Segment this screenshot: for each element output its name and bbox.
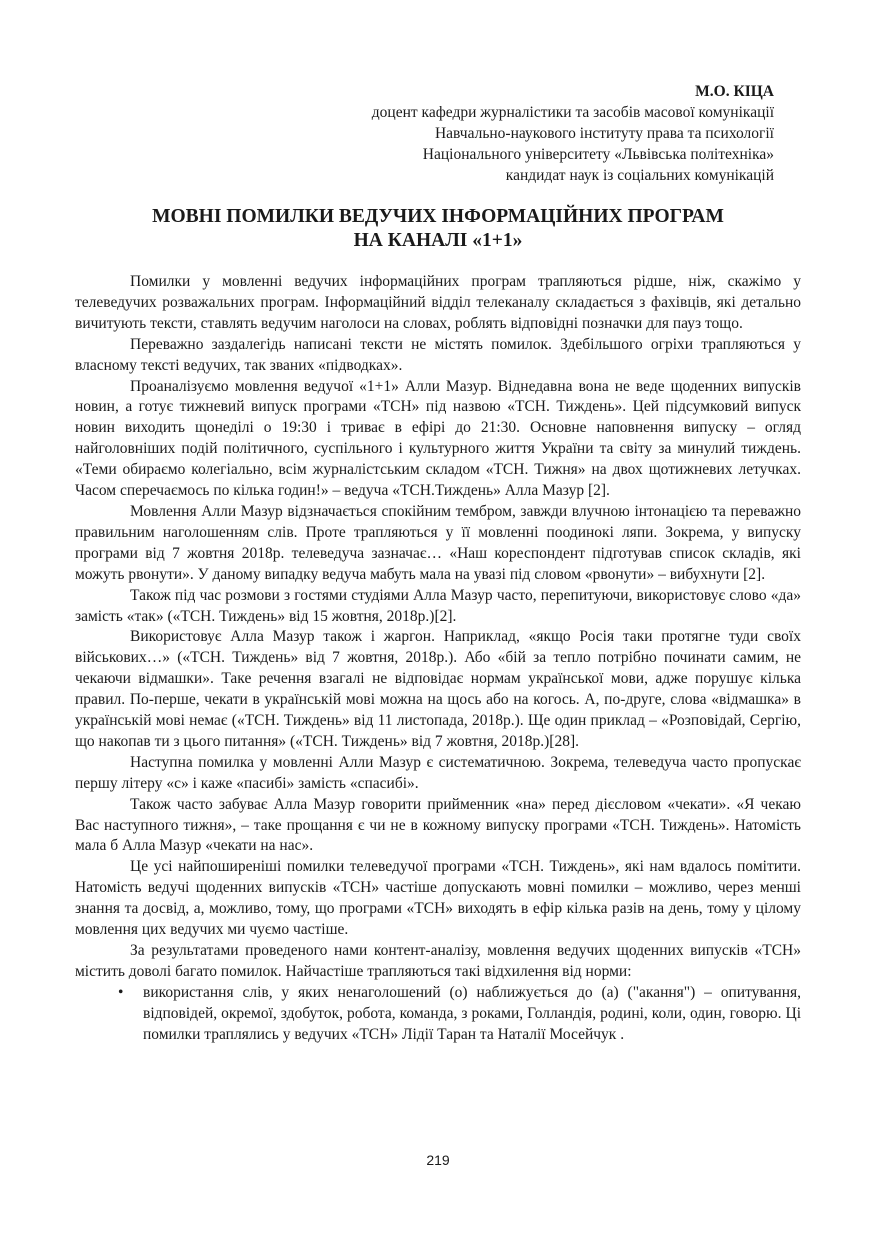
author-affiliation-line: кандидат наук із соціальних комунікацій <box>505 167 774 184</box>
title-line: МОВНІ ПОМИЛКИ ВЕДУЧИХ ІНФОРМАЦІЙНИХ ПРОГРАМ <box>152 206 724 227</box>
author-name: М.О. КІЦА <box>695 83 774 100</box>
bullet-list-item <box>118 983 801 1046</box>
paragraph: Мовлення Алли Мазур відзначається спокійним тембром, завжди влучною інтонацією та переважно правильним наголошенням слів. Проте трапляються у її мовленні поодинокі ляпи. Зокрема, у випуску програми від 7 жовтня 2018р. телеведуча зазначає… «Наш кореспондент підготував список складів, які можуть рвонути». У даному випадку ведуча мабуть мала на увазі під словом «рвонути» – вибухнути [2]. <box>75 502 801 583</box>
bullet-text: використання слів, у яких ненаголошений (о) наближується до (а) ("акання") – опитування, відповідей, окремої, здобуток, робота, команда, з роками, Голландія, родині, коли, один, говорю. Ці помилки траплялись у ведучих «ТСН» Лідії Таран та Наталії Мосейчук . <box>143 983 801 1043</box>
title-line: НА КАНАЛІ «1+1» <box>353 230 523 251</box>
paragraph: Також під час розмови з гостями студіями Алла Мазур часто, перепитуючи, використовує слово «да» замість «так» («ТСН. Тиждень» від 15 жовтня, 2018р.)[2]. <box>75 586 801 625</box>
bullet-icon: • <box>118 983 124 1001</box>
paragraph: Також часто забуває Алла Мазур говорити прийменник «на» перед дієсловом «чекати». «Я чекаю Вас наступного тижня», – таке прощання є чи не в кожному випуску програми «ТСН. Тиждень». Натомість мала б Алла Мазур «чекати на нас». <box>75 795 801 855</box>
author-block <box>372 81 774 186</box>
paragraph: Проаналізуємо мовлення ведучої «1+1» Алли Мазур. Віднедавна вона не веде щоденних випусків новин, а готує тижневий випуск програми «ТСН» під назвою «ТСН. Тиждень». Цей підсумковий випуск новин виходить щонеділі о 19:30 і триває в ефірі до 21:30. Основне наповнення випуску – огляд найголовніших подій політичного, суспільного і культурного життя України та світу за минулий тиждень. «Теми обираємо колегіально, всім журналістським складом «ТСН. Тижня» на двох щотижневих летучках. Часом сперечаємось по кілька годин!» – ведуча «ТСН.Тиждень» Алла Мазур [2]. <box>75 377 801 500</box>
article-title <box>0 205 876 253</box>
author-affiliation-line: Національного університету «Львівська політехніка» <box>422 146 774 163</box>
paragraph: За результатами проведеного нами контент-аналізу, мовлення ведучих щоденних випусків «ТСН» містить доволі багато помилок. Найчастіше трапляються такі відхилення від норми: <box>75 942 801 980</box>
article-body <box>75 272 801 1046</box>
paragraph: Переважно заздалегідь написані тексти не містять помилок. Здебільшого огріхи трапляються у власному тексті ведучих, так званих «підводках». <box>75 335 801 374</box>
paragraph: Використовує Алла Мазур також і жаргон. Наприклад, «якщо Росія таки протягне туди своїх військових…» («ТСН. Тиждень» від 7 жовтня, 2018р.). Або «бій за тепло потрібно починати самим, не чекаючи відмашки». Таке речення взагалі не відповідає нормам української мови, адже порушує кілька правил. По-перше, чекати в українській мові можна на щось або на когось. А, по-друге, слова «відмашка» в українській мові немає («ТСН. Тиждень» від 11 листопада, 2018р.). Ще один приклад – «Розповідай, Сергію, що накопав ти з цього питання» («ТСН. Тиждень» від 7 жовтня, 2018р.)[28]. <box>75 628 801 750</box>
author-affiliation-line: Навчально-наукового інституту права та психології <box>434 125 774 142</box>
page-number: 219 <box>426 1152 450 1168</box>
paragraph: Наступна помилка у мовленні Алли Мазур є систематичною. Зокрема, телеведуча часто пропускає першу літеру «с» і каже «пасибі» замість «спасибі». <box>75 753 801 792</box>
paragraph: Помилки у мовленні ведучих інформаційних програм трапляються рідше, ніж, скажімо у телеведучих розважальних програм. Інформаційний відділ телеканалу складається з фахівців, які детально вичитують тексти, ставлять ведучим наголоси на словах, роблять відповідні позначки для пауз тощо. <box>75 273 801 332</box>
paragraph: Це усі найпоширеніші помилки телеведучої програми «ТСН. Тиждень», які нам вдалось помітити. Натомість ведучі щоденних випусків «ТСН» частіше допускають мовні помилки – можливо, через менші знання та досвід, а, можливо, тому, що програми «ТСН» виходять в ефір кілька разів на день, тому у цілому мовлення цих ведучих ми чуємо частіше. <box>75 858 801 939</box>
author-affiliation-line: доцент кафедри журналістики та засобів масової комунікації <box>371 104 774 121</box>
